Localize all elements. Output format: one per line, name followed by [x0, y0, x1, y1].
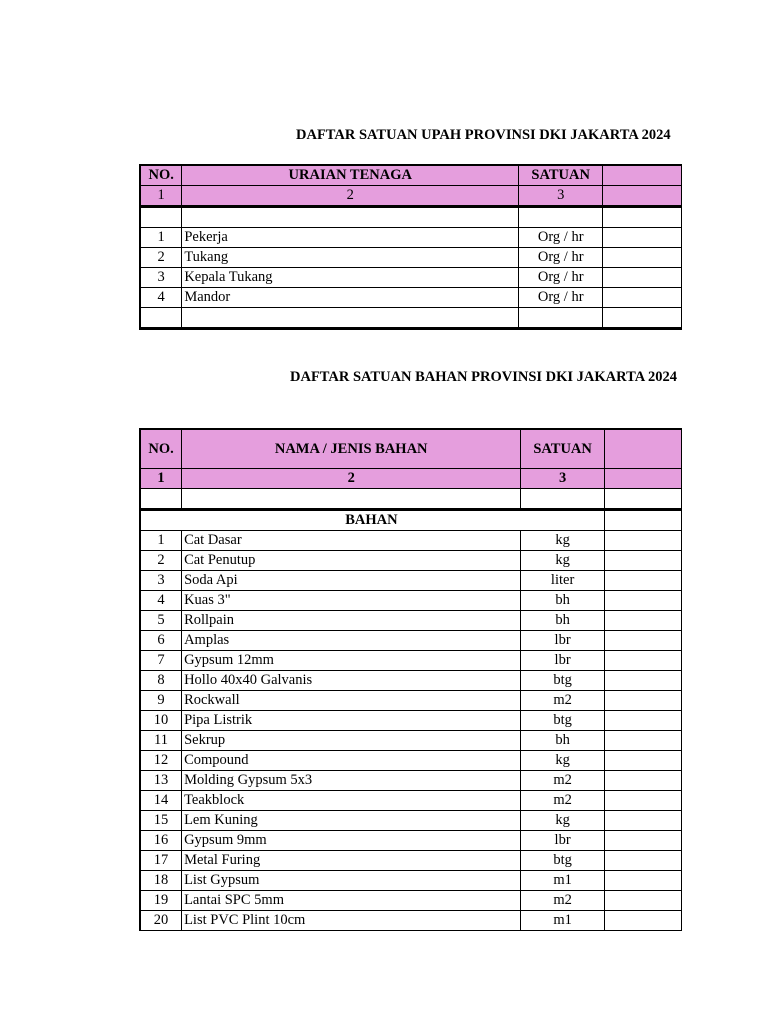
table-row	[140, 611, 682, 631]
table-row	[140, 911, 682, 931]
row-extra	[604, 891, 681, 911]
item-name: Gypsum 9mm	[182, 831, 521, 851]
row-extra	[604, 651, 681, 671]
numbering-3: 3	[521, 469, 605, 489]
numbering-2: 2	[182, 186, 519, 207]
header-no: NO.	[140, 165, 182, 186]
row-number: 2	[140, 551, 182, 571]
header-satuan: SATUAN	[521, 429, 605, 469]
item-name: List Gypsum	[182, 871, 521, 891]
item-unit: m1	[521, 871, 605, 891]
item-unit: lbr	[521, 651, 605, 671]
table-row	[140, 851, 682, 871]
item-name: List PVC Plint 10cm	[182, 911, 521, 931]
row-number: 1	[140, 531, 182, 551]
table-row	[140, 591, 682, 611]
item-name: Tukang	[182, 248, 519, 268]
bahan-table	[139, 428, 682, 931]
row-extra	[604, 571, 681, 591]
upah-spacer-row	[140, 207, 682, 228]
item-name: Soda Api	[182, 571, 521, 591]
item-unit: liter	[521, 571, 605, 591]
bahan-section-row	[140, 510, 682, 531]
row-number: 20	[140, 911, 182, 931]
row-number: 4	[140, 591, 182, 611]
item-unit: Org / hr	[519, 228, 603, 248]
item-unit: kg	[521, 531, 605, 551]
header-satuan: SATUAN	[519, 165, 603, 186]
item-name: Lantai SPC 5mm	[182, 891, 521, 911]
row-number: 4	[140, 288, 182, 308]
item-unit: kg	[521, 551, 605, 571]
empty-row	[140, 308, 682, 329]
item-unit: lbr	[521, 831, 605, 851]
row-number: 2	[140, 248, 182, 268]
row-extra	[604, 831, 681, 851]
table-row	[140, 871, 682, 891]
numbering-2: 2	[182, 469, 521, 489]
item-unit: btg	[521, 671, 605, 691]
row-number: 1	[140, 228, 182, 248]
header-extra	[603, 165, 682, 186]
row-number: 13	[140, 771, 182, 791]
row-extra	[604, 551, 681, 571]
row-number: 7	[140, 651, 182, 671]
bahan-numbering-row	[140, 469, 682, 489]
table-row	[140, 711, 682, 731]
table-row	[140, 751, 682, 771]
item-unit: kg	[521, 811, 605, 831]
table-row	[140, 671, 682, 691]
numbering-3: 3	[519, 186, 603, 207]
item-unit: bh	[521, 731, 605, 751]
bahan-header-row	[140, 429, 682, 469]
table-row	[140, 771, 682, 791]
item-name: Hollo 40x40 Galvanis	[182, 671, 521, 691]
table-row	[140, 631, 682, 651]
item-name: Amplas	[182, 631, 521, 651]
item-name: Cat Dasar	[182, 531, 521, 551]
table-row	[140, 268, 682, 288]
item-name: Gypsum 12mm	[182, 651, 521, 671]
row-number: 5	[140, 611, 182, 631]
item-name: Cat Penutup	[182, 551, 521, 571]
item-unit: kg	[521, 751, 605, 771]
upah-title: DAFTAR SATUAN UPAH PROVINSI DKI JAKARTA 2024	[296, 127, 671, 143]
bahan-title: DAFTAR SATUAN BAHAN PROVINSI DKI JAKARTA 2024	[290, 369, 677, 385]
row-extra	[604, 531, 681, 551]
item-name: Pipa Listrik	[182, 711, 521, 731]
row-number: 6	[140, 631, 182, 651]
item-unit: btg	[521, 851, 605, 871]
row-number: 3	[140, 268, 182, 288]
table-row	[140, 891, 682, 911]
row-number: 10	[140, 711, 182, 731]
upah-header-row	[140, 165, 682, 186]
numbering-1: 1	[140, 469, 182, 489]
item-name: Lem Kuning	[182, 811, 521, 831]
table-row	[140, 288, 682, 308]
row-extra	[604, 751, 681, 771]
item-name: Kuas 3"	[182, 591, 521, 611]
row-extra	[604, 731, 681, 751]
row-extra	[603, 268, 682, 288]
item-unit: Org / hr	[519, 248, 603, 268]
table-row	[140, 691, 682, 711]
item-name: Rollpain	[182, 611, 521, 631]
item-name: Mandor	[182, 288, 519, 308]
item-name: Pekerja	[182, 228, 519, 248]
item-unit: lbr	[521, 631, 605, 651]
table-row	[140, 228, 682, 248]
row-number: 3	[140, 571, 182, 591]
bahan-spacer-row	[140, 489, 682, 510]
item-name: Sekrup	[182, 731, 521, 751]
numbering-1: 1	[140, 186, 182, 207]
item-unit: Org / hr	[519, 268, 603, 288]
row-extra	[604, 771, 681, 791]
item-name: Compound	[182, 751, 521, 771]
item-unit: m1	[521, 911, 605, 931]
table-row	[140, 551, 682, 571]
row-number: 12	[140, 751, 182, 771]
section-label: BAHAN	[140, 510, 604, 531]
upah-numbering-row	[140, 186, 682, 207]
item-unit: m2	[521, 791, 605, 811]
upah-table	[139, 164, 682, 330]
item-unit: btg	[521, 711, 605, 731]
table-row	[140, 571, 682, 591]
item-unit: m2	[521, 771, 605, 791]
table-row	[140, 811, 682, 831]
table-row	[140, 791, 682, 811]
row-number: 17	[140, 851, 182, 871]
row-number: 9	[140, 691, 182, 711]
item-unit: m2	[521, 691, 605, 711]
table-row	[140, 531, 682, 551]
table-row	[140, 651, 682, 671]
item-unit: bh	[521, 591, 605, 611]
row-extra	[603, 288, 682, 308]
row-extra	[603, 248, 682, 268]
row-number: 14	[140, 791, 182, 811]
item-name: Rockwall	[182, 691, 521, 711]
row-extra	[604, 911, 681, 931]
item-unit: Org / hr	[519, 288, 603, 308]
item-name: Teakblock	[182, 791, 521, 811]
row-extra	[604, 591, 681, 611]
row-extra	[604, 871, 681, 891]
row-extra	[604, 851, 681, 871]
row-number: 11	[140, 731, 182, 751]
row-extra	[604, 811, 681, 831]
row-extra	[604, 691, 681, 711]
row-number: 16	[140, 831, 182, 851]
row-extra	[604, 791, 681, 811]
row-extra	[604, 671, 681, 691]
row-extra	[603, 228, 682, 248]
item-name: Metal Furing	[182, 851, 521, 871]
row-number: 8	[140, 671, 182, 691]
header-nama: NAMA / JENIS BAHAN	[182, 429, 521, 469]
row-number: 18	[140, 871, 182, 891]
header-no: NO.	[140, 429, 182, 469]
row-number: 15	[140, 811, 182, 831]
row-number: 19	[140, 891, 182, 911]
header-uraian: URAIAN TENAGA	[182, 165, 519, 186]
table-row	[140, 831, 682, 851]
row-extra	[604, 631, 681, 651]
item-unit: m2	[521, 891, 605, 911]
table-row	[140, 248, 682, 268]
item-name: Kepala Tukang	[182, 268, 519, 288]
row-extra	[604, 711, 681, 731]
item-unit: bh	[521, 611, 605, 631]
item-name: Molding Gypsum 5x3	[182, 771, 521, 791]
table-row	[140, 731, 682, 751]
row-extra	[604, 611, 681, 631]
